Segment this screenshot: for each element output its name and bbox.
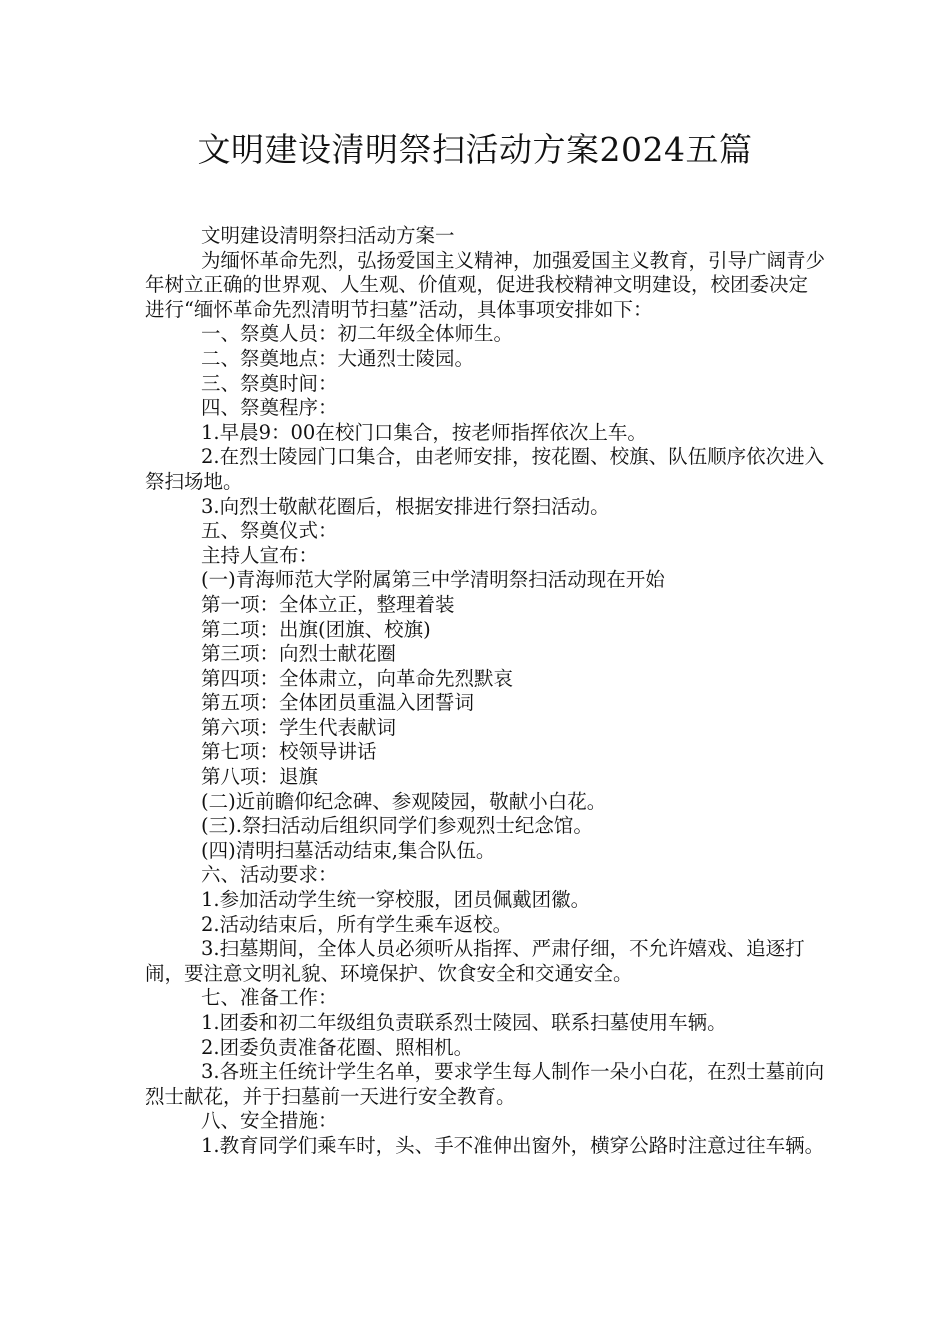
paragraph: (四)清明扫墓活动结束,集合队伍。 [201,838,496,862]
paragraph: 2.在烈士陵园门口集合，由老师安排，按花圈、校旗、队伍顺序依次进入祭扫场地。 [145,445,825,493]
document-body [145,224,825,1159]
paragraph: (三).祭扫活动后组织同学们参观烈士纪念馆。 [201,814,593,838]
document-title: 文明建设清明祭扫活动方案2024五篇 [197,130,753,169]
paragraph: 2.团委负责准备花圈、照相机。 [201,1035,474,1059]
paragraph: 五、祭奠仪式： [201,519,338,543]
paragraph: 第六项：学生代表献词 [201,715,397,739]
paragraph: 1.团委和初二年级组负责联系烈士陵园、联系扫墓使用车辆。 [201,1011,727,1034]
paragraph: 3.向烈士敬献花圈后，根据安排进行祭扫活动。 [201,494,610,518]
paragraph: 主持人宣布： [201,543,319,567]
paragraph: 1.早晨9：00在校门口集合，按老师指挥依次上车。 [201,420,647,444]
paragraph: 二、祭奠地点：大通烈士陵园。 [201,346,475,370]
paragraph: 一、祭奠人员：初二年级全体师生。 [201,322,514,346]
paragraph: 第二项：出旗(团旗、校旗) [201,617,431,641]
paragraph: 第五项：全体团员重温入团誓词 [201,691,475,715]
paragraph: 第四项：全体肃立，向革命先烈默哀 [201,666,514,690]
paragraph: 1.参加活动学生统一穿校服，团员佩戴团徽。 [201,888,591,912]
paragraph: 3.各班主任统计学生名单，要求学生每人制作一朵小白花，在烈士墓前向烈士献花，并于扫墓前一天进行安全教育。 [145,1060,825,1108]
paragraph: 1.教育同学们乘车时，头、手不准伸出窗外，横穿公路时注意过往车辆。 [201,1133,825,1157]
paragraph: (一)青海师范大学附属第三中学清明祭扫活动现在开始 [201,568,665,592]
paragraph: 六、活动要求： [201,863,338,887]
paragraph: 第三项：向烈士献花圈 [201,642,397,666]
paragraph: 三、祭奠时间： [201,371,338,395]
paragraph: 文明建设清明祭扫活动方案一 [201,224,455,247]
paragraph: 八、安全措施： [201,1109,338,1133]
paragraph: 四、祭奠程序： [201,396,338,420]
paragraph: 七、准备工作： [201,986,338,1010]
paragraph: 第八项：退旗 [201,765,319,789]
paragraph: 3.扫墓期间，全体人员必须听从指挥、严肃仔细，不允许嬉戏、追逐打闹，要注意文明礼貌、环境保护、饮食安全和交通安全。 [145,937,805,985]
paragraph: 第七项：校领导讲话 [201,740,377,764]
paragraph: 第一项：全体立正，整理着装 [201,592,455,616]
paragraph: 为缅怀革命先烈，弘扬爱国主义精神，加强爱国主义教育，引导广阔青少年树立正确的世界观、人生观、价值观，促进我校精神文明建设，校团委决定进行“缅怀革命先烈清明节扫墓”活动，具体事项安排如下： [145,248,826,321]
paragraph: (二)近前瞻仰纪念碑、参观陵园，敬献小白花。 [201,789,607,813]
paragraph: 2.活动结束后，所有学生乘车返校。 [201,912,513,936]
